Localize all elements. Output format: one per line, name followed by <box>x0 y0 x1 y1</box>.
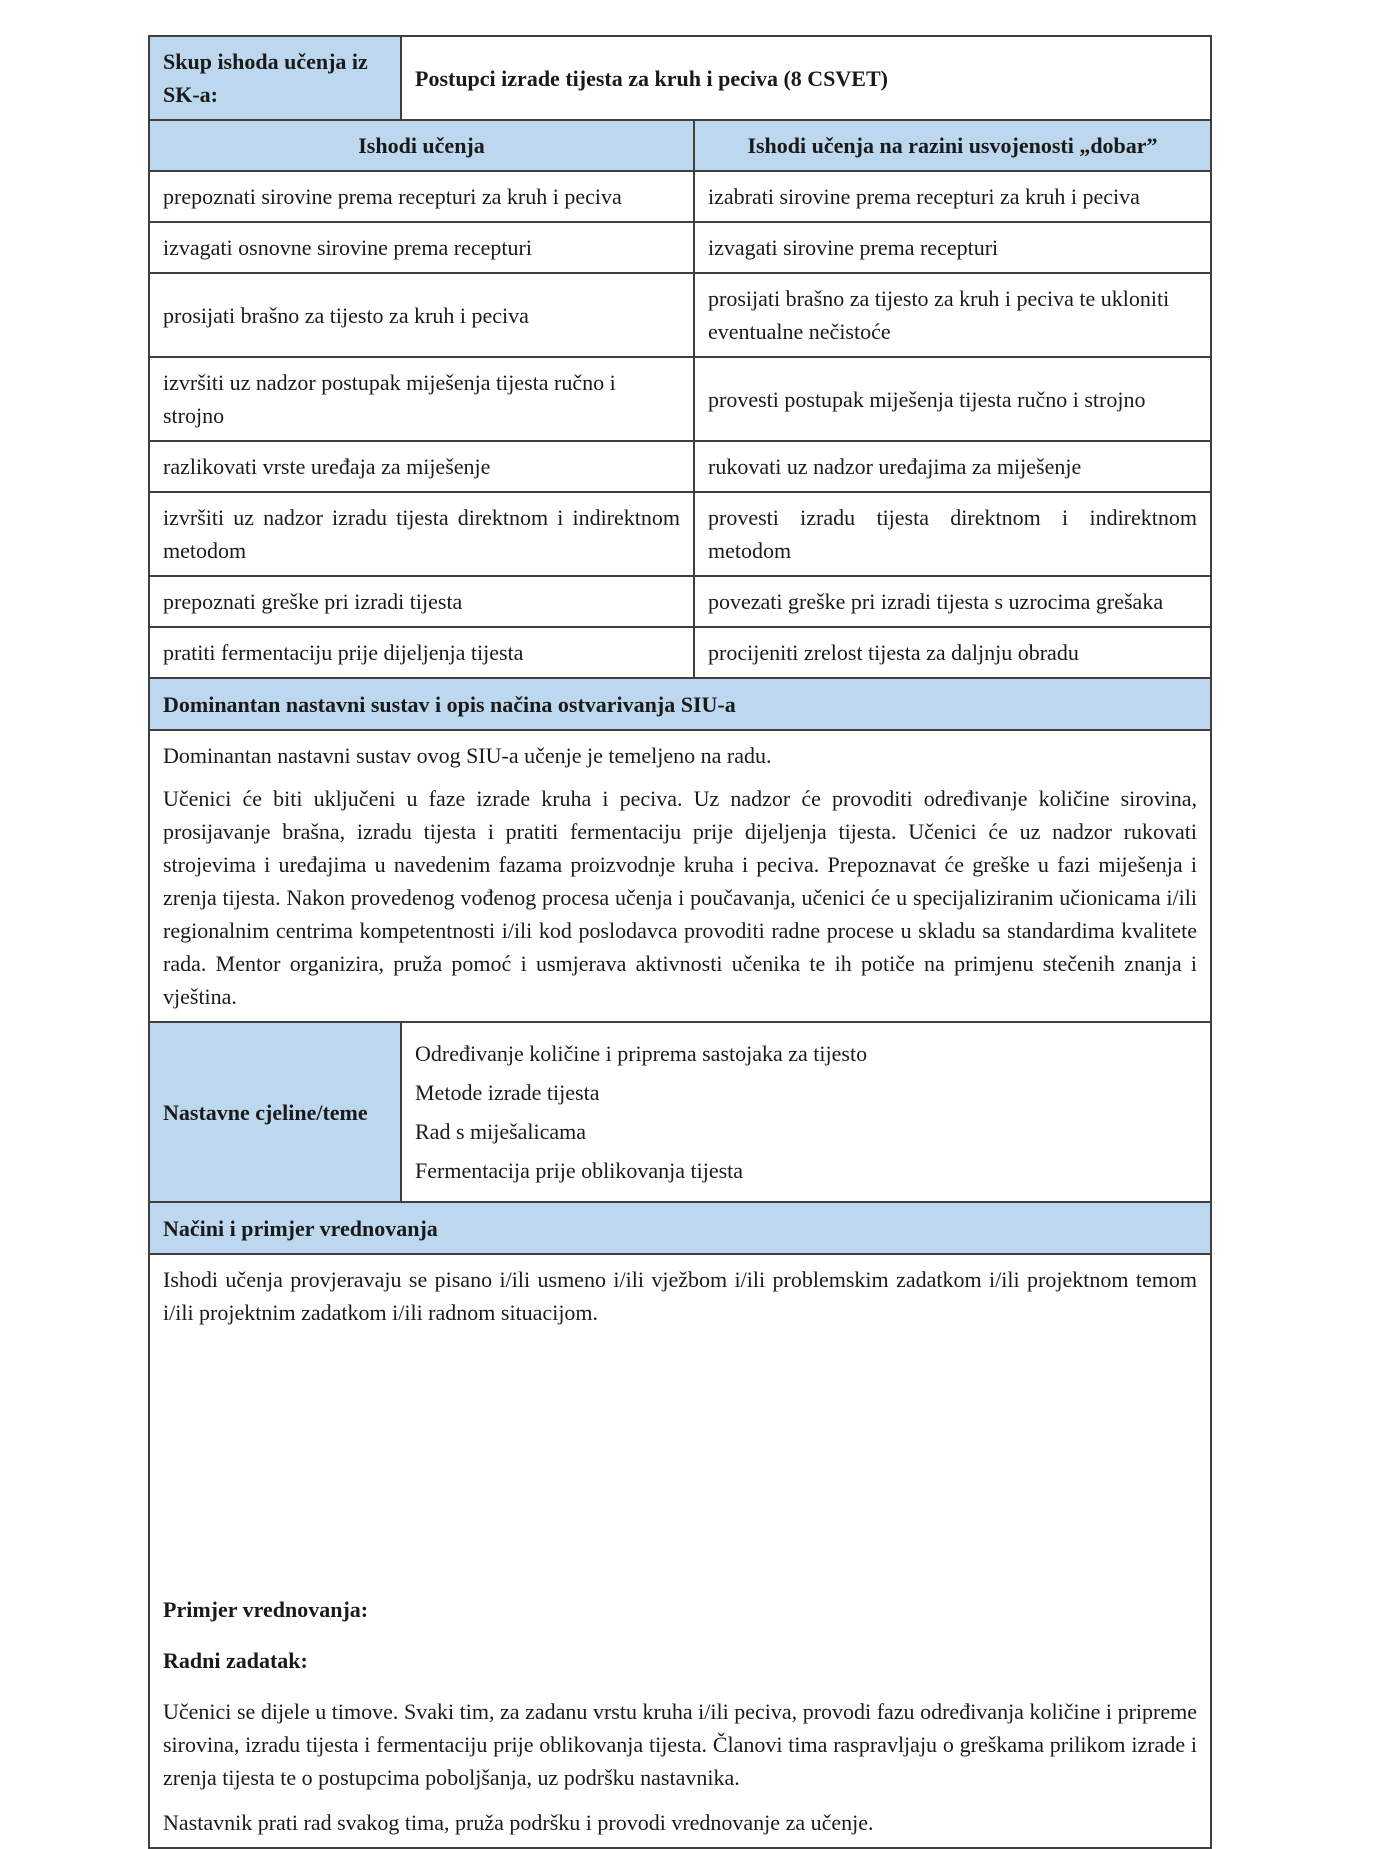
evaluation-header-row <box>149 1202 1211 1254</box>
teaching-units-row <box>149 1022 1211 1202</box>
title-row <box>149 36 1211 120</box>
outcome-left: razlikovati vrste uređaja za miješenje <box>149 441 694 492</box>
evaluation-p1: Ishodi učenja provjeravaju se pisano i/ili usmeno i/ili vježbom i/ili problemskim zadatkom i/ili projektnom temom i/ili projektnim zadatkom i/ili radnom situacijom. <box>163 1267 1197 1325</box>
outcome-right: provesti postupak miješenja tijesta ručno i strojno <box>694 357 1211 441</box>
evaluation-task-label: Radni zadatak: <box>163 1648 308 1673</box>
outcome-left: izvršiti uz nadzor postupak miješenja tijesta ručno i strojno <box>149 357 694 441</box>
unit-title: Postupci izrade tijesta za kruh i peciva (8 CSVET) <box>401 36 1211 120</box>
column-header-outcomes: Ishodi učenja <box>149 120 694 171</box>
outcome-right: provesti izradu tijesta direktnom i indirektnom metodom <box>694 492 1211 576</box>
evaluation-task-p2: Nastavnik prati rad svakog tima, pruža podršku i provodi vrednovanje za učenje. <box>163 1810 874 1835</box>
evaluation-task-p1: Učenici se dijele u timove. Svaki tim, za zadanu vrstu kruha i/ili peciva, provodi fazu određivanja količine i pripreme sirovina, izradu tijesta i fermentaciju prije oblikovanja tijesta. Članovi tima raspravljaju o greškama prilikom izrade i zrenja tijesta te o postupcima poboljšanja, uz podršku nastavnika. <box>163 1699 1197 1790</box>
column-header-level-good: Ishodi učenja na razini usvojenosti „dobar” <box>694 120 1211 171</box>
outcome-right: procijeniti zrelost tijesta za daljnju obradu <box>694 627 1211 678</box>
outcome-row <box>149 576 1211 627</box>
outcome-row <box>149 627 1211 678</box>
outcome-right: izabrati sirovine prema recepturi za kruh i peciva <box>694 171 1211 222</box>
dominant-system-description <box>149 730 1211 1022</box>
outcome-left: prosijati brašno za tijesto za kruh i peciva <box>149 273 694 357</box>
outcome-left: pratiti fermentaciju prije dijeljenja tijesta <box>149 627 694 678</box>
dominant-system-p2: Učenici će biti uključeni u faze izrade kruha i peciva. Uz nadzor će provoditi određivanje količine sirovina, prosijavanje brašna, izradu tijesta i pratiti fermentaciju prije dijeljenja tijesta. Učenici će uz nadzor rukovati strojevima i uređajima u navedenim fazama proizvodnje kruha i peciva. Prepoznavat će greške u fazi miješenja i zrenja tijesta. Nakon provedenog vođenog procesa učenja i poučavanja, učenici će u specijaliziranim učionicama i/ili regionalnim centrima kompetentnosti i/ili kod poslodavca provoditi radne procese u skladu sa standardima kvalitete rada. Mentor organizira, pruža pomoć i usmjerava aktivnosti učenika te ih potiče na primjenu stečenih znanja i vještina. <box>163 786 1197 1009</box>
teaching-unit-item: Određivanje količine i priprema sastojaka za tijesto <box>415 1041 868 1066</box>
dominant-system-heading: Dominantan nastavni sustav i opis načina ostvarivanja SIU-a <box>149 678 1211 730</box>
teaching-units-label: Nastavne cjeline/teme <box>149 1022 401 1202</box>
outcome-row <box>149 357 1211 441</box>
evaluation-spacer <box>163 1341 1197 1593</box>
dominant-system-p1: Dominantan nastavni sustav ovog SIU-a učenje je temeljeno na radu. <box>163 743 772 768</box>
outcome-left: izvagati osnovne sirovine prema recepturi <box>149 222 694 273</box>
outcome-row <box>149 273 1211 357</box>
outcome-right: rukovati uz nadzor uređajima za miješenje <box>694 441 1211 492</box>
outcome-row <box>149 222 1211 273</box>
teaching-units-list <box>401 1022 1211 1202</box>
learning-outcomes-set-label: Skup ishoda učenja iz SK-a: <box>149 36 401 120</box>
column-header-row <box>149 120 1211 171</box>
dominant-system-header-row <box>149 678 1211 730</box>
outcome-right: prosijati brašno za tijesto za kruh i peciva te ukloniti eventualne nečistoće <box>694 273 1211 357</box>
outcome-left: izvršiti uz nadzor izradu tijesta direktnom i indirektnom metodom <box>149 492 694 576</box>
curriculum-table <box>148 35 1212 1849</box>
outcome-row <box>149 492 1211 576</box>
dominant-system-body-row <box>149 730 1211 1022</box>
teaching-unit-item: Fermentacija prije oblikovanja tijesta <box>415 1158 744 1183</box>
outcome-row <box>149 441 1211 492</box>
evaluation-heading: Načini i primjer vrednovanja <box>149 1202 1211 1254</box>
outcome-right: povezati greške pri izradi tijesta s uzrocima grešaka <box>694 576 1211 627</box>
teaching-unit-item: Metode izrade tijesta <box>415 1080 600 1105</box>
outcome-left: prepoznati greške pri izradi tijesta <box>149 576 694 627</box>
evaluation-example-label: Primjer vrednovanja: <box>163 1597 369 1622</box>
evaluation-body <box>149 1254 1211 1848</box>
evaluation-body-row <box>149 1254 1211 1848</box>
outcome-right: izvagati sirovine prema recepturi <box>694 222 1211 273</box>
teaching-unit-item: Rad s miješalicama <box>415 1119 587 1144</box>
outcome-left: prepoznati sirovine prema recepturi za kruh i peciva <box>149 171 694 222</box>
outcome-row <box>149 171 1211 222</box>
